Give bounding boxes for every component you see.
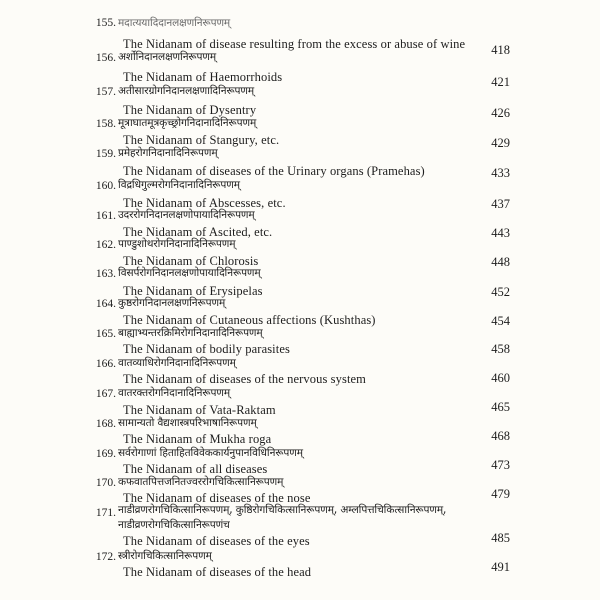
entry-english-title: The Nidanam of diseases of the nose (123, 491, 311, 505)
entry-sanskrit-title: पाण्डुशोथरोगनिदानादिनिरूपणम् (118, 238, 236, 250)
entry-page-number: 421 (491, 75, 510, 89)
entry-number: 167. (95, 388, 116, 400)
entry-english-title: The Nidanam of Cutaneous affections (Kushthas) (123, 313, 376, 327)
entry-page-number: 485 (491, 531, 510, 545)
entry-page-number: 479 (491, 487, 510, 501)
entry-number: 172. (95, 551, 116, 563)
entry-number: 170. (95, 477, 116, 489)
entry-page-number: 443 (491, 226, 510, 240)
entry-sanskrit-title: विद्रधिगुल्मरोगनिदानादिनिरूपणम् (118, 179, 240, 191)
entry-english-title: The Nidanam of Vata-Raktam (123, 403, 276, 417)
entry-english-title: The Nidanam of Abscesses, etc. (123, 196, 286, 210)
entry-number: 161. (95, 210, 116, 222)
entry-sanskrit-title: बाह्याभ्यन्तरक्रिमिरोगनिदानादिनिरूपणम् (118, 327, 263, 339)
entry-sanskrit-title: प्रमेहरोगनिदानादिनिरूपणम् (118, 147, 218, 159)
entry-english-title: The Nidanam of Dysentry (123, 103, 257, 117)
entry-page-number: 491 (491, 560, 510, 574)
entry-page-number: 468 (491, 429, 510, 443)
entry-page-number: 429 (491, 136, 510, 150)
entry-page-number: 460 (491, 371, 510, 385)
entry-page-number: 473 (491, 458, 510, 472)
entry-english-title: The Nidanam of diseases of the head (123, 565, 312, 579)
entry-sanskrit-title: अर्शोनिदानलक्षणनिरूपणम् (118, 51, 217, 63)
entry-number: 163. (95, 268, 116, 280)
entry-page-number: 448 (491, 255, 510, 269)
entry-english-title: The Nidanam of diseases of the Urinary organs (Pramehas) (123, 164, 425, 178)
entry-number: 160. (95, 180, 116, 192)
entry-page-number: 452 (491, 285, 510, 299)
entry-sanskrit-title: स्त्रीरोगचिकित्सानिरूपणम् (118, 550, 212, 562)
entry-number: 171. (95, 507, 116, 519)
entry-number: 169. (95, 448, 116, 460)
entry-english-title: The Nidanam of bodily parasites (123, 342, 290, 356)
entry-english-title: The Nidanam of diseases of the eyes (123, 534, 310, 548)
entry-page-number: 433 (491, 166, 510, 180)
entry-page-number: 458 (491, 342, 510, 356)
entry-sanskrit-title: मूत्राघातमूत्रकृच्छ्रोगनिदानादिनिरूपणम् (118, 117, 257, 129)
entry-number: 156. (95, 52, 116, 64)
entry-english-title: The Nidanam of Stangury, etc. (123, 133, 280, 147)
entry-sanskrit-title: विसर्परोगनिदानलक्षणोपायादिनिरूपणम् (118, 267, 261, 279)
entry-sanskrit-title: सामान्यतो वैद्यशास्त्रपरिभाषानिरूपणम् (118, 417, 257, 429)
entry-english-title: The Nidanam of Haemorrhoids (123, 70, 283, 84)
entry-page-number: 465 (491, 400, 510, 414)
entry-sanskrit-title: मदात्ययादिदानलक्षणनिरूपणम् (118, 17, 231, 29)
entry-number: 158. (95, 118, 116, 130)
entry-number: 159. (95, 148, 116, 160)
entry-page-number: 418 (491, 43, 510, 57)
entry-page-number: 437 (491, 197, 510, 211)
entry-english-title: The Nidanam of diseases of the nervous system (123, 372, 366, 386)
entry-number: 165. (95, 328, 116, 340)
entry-english-title: The Nidanam of disease resulting from the excess or abuse of wine (123, 37, 466, 51)
entry-sanskrit-title: नाडीव्रणरोगचिकित्सानिरूपणम्, कुष्ठिरोगचिकित्सानिरूपणम्, अम्लपित्तचिकित्सानिरूपणम्, (118, 504, 447, 516)
entry-sanskrit-title: वातरक्तरोगनिदानादिनिरूपणम् (118, 387, 230, 399)
entry-sanskrit-title-continued: नाडीव्रणरोगचिकित्सानिरूपणंच (118, 519, 230, 531)
entry-english-title: The Nidanam of Erysipelas (123, 284, 263, 298)
entry-number: 168. (95, 418, 116, 430)
entry-sanskrit-title: अतीसारग्रोगनिदानलक्षणादिनिरूपणम् (118, 85, 255, 97)
entry-page-number: 454 (491, 314, 510, 328)
entry-page-number: 426 (491, 106, 510, 120)
entry-number: 166. (95, 358, 116, 370)
entry-sanskrit-title: कुष्ठरोगनिदानलक्षणनिरूपणम् (118, 297, 226, 309)
entry-sanskrit-title: कफवातपित्तजनितज्वररोगचिकित्सानिरूपणम् (118, 476, 284, 488)
entry-english-title: The Nidanam of Ascited, etc. (123, 225, 273, 239)
entry-english-title: The Nidanam of Chlorosis (123, 254, 259, 268)
entry-english-title: The Nidanam of all diseases (123, 462, 268, 476)
entry-sanskrit-title: उदररोगनिदानलक्षणोपायादिनिरूपणम् (118, 209, 255, 221)
entry-number: 162. (95, 239, 116, 251)
entry-number: 164. (95, 298, 116, 310)
entry-number: 157. (95, 86, 116, 98)
entry-number: 155. (95, 17, 116, 29)
entry-sanskrit-title: सर्वरोगाणां हिताहितविवेककार्यनुपानविधिनिरूपणम् (118, 447, 303, 459)
entry-english-title: The Nidanam of Mukha roga (123, 432, 272, 446)
entry-sanskrit-title: वातव्याधिरोगनिदानादिनिरूपणम् (118, 357, 236, 369)
